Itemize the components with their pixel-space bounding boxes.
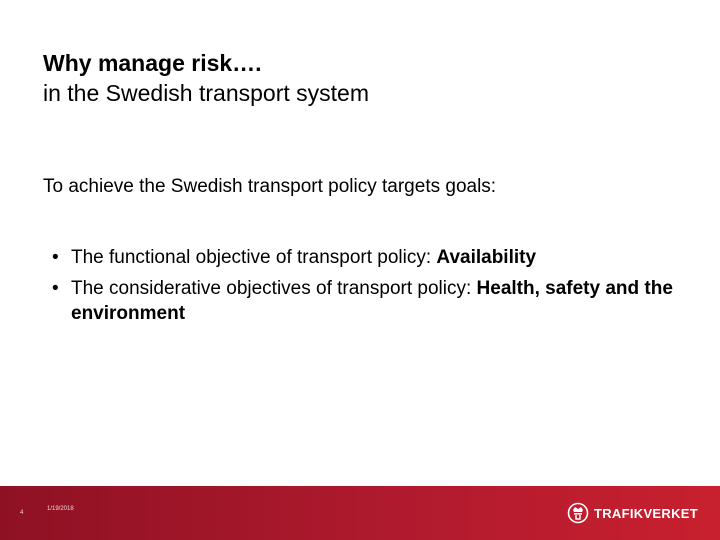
crown-emblem-icon	[567, 501, 589, 525]
title-bold-line: Why manage risk….	[43, 50, 262, 76]
bullet-text: The functional objective of transport policy:	[71, 247, 437, 268]
bullet-item-health-safety	[52, 276, 692, 326]
footer-bar	[0, 486, 720, 540]
bullet-item-availability	[52, 245, 692, 270]
slide-date: 1/19/2018	[47, 506, 74, 512]
bullet-dot: •	[52, 278, 59, 299]
bullet-bold-text: Health, safety and the environment	[71, 278, 673, 324]
trafikverket-logo	[567, 501, 698, 525]
intro-text: To achieve the Swedish transport policy targets goals:	[43, 176, 497, 197]
bullet-dot: •	[52, 247, 59, 268]
bullet-list	[52, 245, 692, 332]
logo-text: TRAFIKVERKET	[594, 505, 698, 521]
bullet-text: The considerative objectives of transport policy:	[71, 278, 477, 299]
slide-number: 4	[20, 510, 24, 516]
title-second-line: in the Swedish transport system	[43, 80, 369, 106]
slide-title	[43, 48, 683, 108]
bullet-bold-text: Availability	[436, 247, 537, 268]
